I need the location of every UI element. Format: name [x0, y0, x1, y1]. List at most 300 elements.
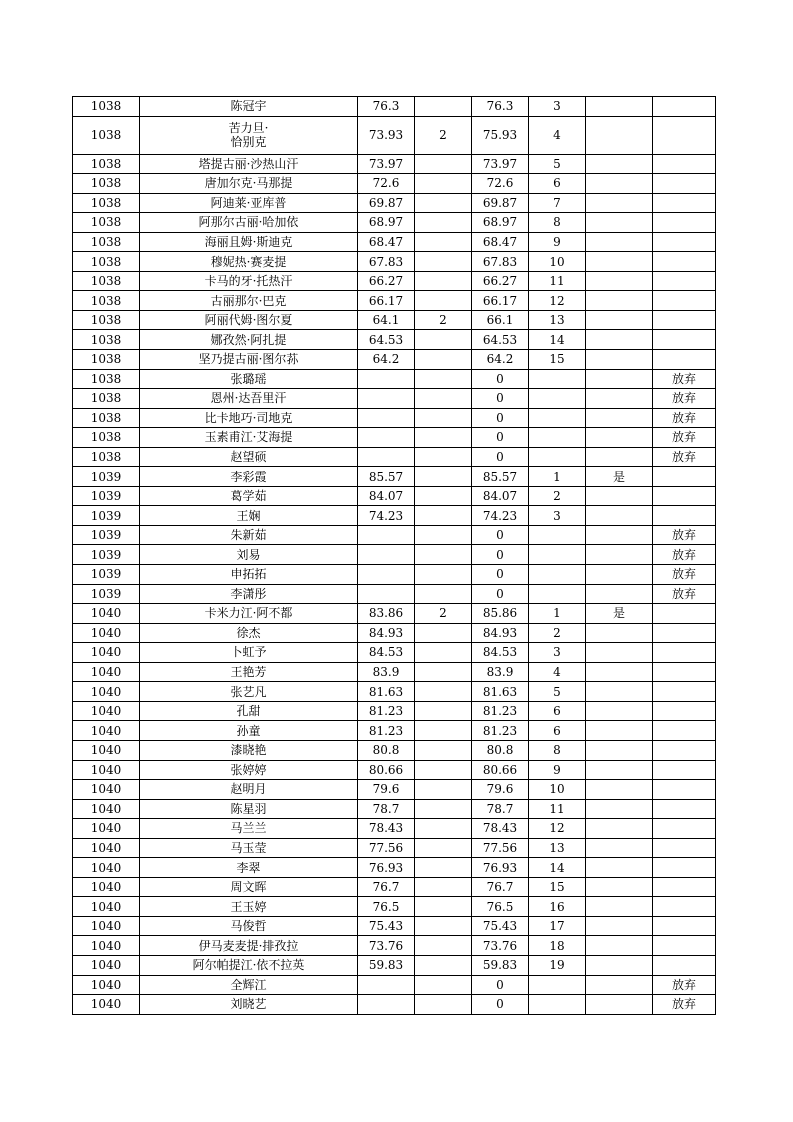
cell-note: 放弃	[653, 389, 716, 409]
cell-note	[653, 858, 716, 878]
cell-rank: 8	[529, 213, 586, 233]
cell-total: 66.27	[472, 271, 529, 291]
cell-pass	[586, 271, 653, 291]
cell-name: 孔甜	[140, 701, 358, 721]
table-row	[73, 819, 716, 839]
cell-rank: 17	[529, 916, 586, 936]
cell-id: 1040	[73, 604, 140, 624]
cell-rank: 18	[529, 936, 586, 956]
cell-rank: 1	[529, 604, 586, 624]
cell-bonus	[415, 154, 472, 174]
cell-rank: 3	[529, 97, 586, 117]
cell-note	[653, 116, 716, 154]
cell-id: 1038	[73, 428, 140, 448]
cell-total: 84.53	[472, 643, 529, 663]
cell-score: 81.23	[358, 721, 415, 741]
table-row	[73, 97, 716, 117]
cell-total: 75.93	[472, 116, 529, 154]
cell-name: 古丽那尔·巴克	[140, 291, 358, 311]
cell-score: 72.6	[358, 174, 415, 194]
cell-note: 放弃	[653, 369, 716, 389]
cell-score: 83.9	[358, 662, 415, 682]
cell-bonus	[415, 858, 472, 878]
cell-bonus	[415, 584, 472, 604]
table-row	[73, 604, 716, 624]
cell-note	[653, 486, 716, 506]
cell-pass	[586, 662, 653, 682]
cell-name: 王娴	[140, 506, 358, 526]
cell-name: 张艺凡	[140, 682, 358, 702]
cell-name: 马俊哲	[140, 916, 358, 936]
cell-score: 78.7	[358, 799, 415, 819]
table-row	[73, 232, 716, 252]
cell-score: 73.93	[358, 116, 415, 154]
cell-rank: 5	[529, 154, 586, 174]
table-row	[73, 116, 716, 154]
cell-rank	[529, 389, 586, 409]
table-row	[73, 330, 716, 350]
cell-rank: 7	[529, 193, 586, 213]
cell-id: 1040	[73, 916, 140, 936]
cell-note	[653, 897, 716, 917]
cell-pass	[586, 623, 653, 643]
cell-id: 1038	[73, 389, 140, 409]
cell-bonus	[415, 819, 472, 839]
cell-id: 1038	[73, 232, 140, 252]
cell-pass	[586, 877, 653, 897]
cell-total: 76.5	[472, 897, 529, 917]
cell-score: 66.27	[358, 271, 415, 291]
cell-bonus	[415, 623, 472, 643]
cell-name: 阿尔帕提江·依不拉英	[140, 955, 358, 975]
cell-id: 1038	[73, 213, 140, 233]
table-row	[73, 955, 716, 975]
cell-score	[358, 995, 415, 1015]
cell-note	[653, 936, 716, 956]
cell-pass	[586, 389, 653, 409]
cell-total: 75.43	[472, 916, 529, 936]
cell-id: 1038	[73, 447, 140, 467]
cell-rank: 10	[529, 780, 586, 800]
cell-bonus	[415, 447, 472, 467]
cell-total: 0	[472, 369, 529, 389]
cell-total: 84.07	[472, 486, 529, 506]
cell-total: 66.17	[472, 291, 529, 311]
cell-bonus	[415, 838, 472, 858]
cell-id: 1038	[73, 252, 140, 272]
cell-pass	[586, 116, 653, 154]
cell-rank	[529, 545, 586, 565]
cell-name: 赵望硕	[140, 447, 358, 467]
cell-score: 76.7	[358, 877, 415, 897]
cell-total: 68.47	[472, 232, 529, 252]
cell-pass	[586, 506, 653, 526]
cell-score: 75.43	[358, 916, 415, 936]
cell-name: 王玉婷	[140, 897, 358, 917]
cell-score: 64.2	[358, 350, 415, 370]
cell-pass	[586, 838, 653, 858]
cell-note	[653, 467, 716, 487]
cell-id: 1039	[73, 525, 140, 545]
cell-name: 伊马麦麦提·排孜拉	[140, 936, 358, 956]
cell-name: 陈冠宇	[140, 97, 358, 117]
table-row	[73, 623, 716, 643]
cell-rank: 19	[529, 955, 586, 975]
cell-name: 刘晓艺	[140, 995, 358, 1015]
cell-note: 放弃	[653, 525, 716, 545]
cell-total: 69.87	[472, 193, 529, 213]
table-row	[73, 877, 716, 897]
cell-pass	[586, 330, 653, 350]
cell-id: 1040	[73, 936, 140, 956]
cell-score: 78.43	[358, 819, 415, 839]
cell-id: 1040	[73, 643, 140, 663]
cell-score: 77.56	[358, 838, 415, 858]
table-row	[73, 369, 716, 389]
cell-name: 陈星羽	[140, 799, 358, 819]
cell-bonus	[415, 643, 472, 663]
table-row	[73, 486, 716, 506]
table-row	[73, 643, 716, 663]
cell-note	[653, 350, 716, 370]
cell-score: 80.66	[358, 760, 415, 780]
cell-bonus	[415, 995, 472, 1015]
cell-note: 放弃	[653, 584, 716, 604]
cell-rank	[529, 975, 586, 995]
cell-pass	[586, 955, 653, 975]
cell-rank	[529, 995, 586, 1015]
cell-score	[358, 584, 415, 604]
cell-pass	[586, 97, 653, 117]
cell-bonus	[415, 936, 472, 956]
cell-pass	[586, 916, 653, 936]
cell-pass	[586, 643, 653, 663]
cell-pass	[586, 975, 653, 995]
cell-id: 1040	[73, 995, 140, 1015]
cell-total: 83.9	[472, 662, 529, 682]
cell-pass: 是	[586, 467, 653, 487]
cell-pass	[586, 780, 653, 800]
table-row	[73, 174, 716, 194]
cell-score	[358, 565, 415, 585]
cell-rank: 8	[529, 740, 586, 760]
cell-note	[653, 877, 716, 897]
cell-name: 葛学茹	[140, 486, 358, 506]
cell-name: 徐杰	[140, 623, 358, 643]
cell-pass	[586, 428, 653, 448]
cell-total: 0	[472, 975, 529, 995]
cell-score: 64.53	[358, 330, 415, 350]
cell-id: 1038	[73, 408, 140, 428]
table-row	[73, 408, 716, 428]
cell-id: 1039	[73, 467, 140, 487]
cell-pass	[586, 447, 653, 467]
cell-note: 放弃	[653, 447, 716, 467]
table-row	[73, 916, 716, 936]
cell-name: 李潇彤	[140, 584, 358, 604]
cell-score: 79.6	[358, 780, 415, 800]
cell-name: 张婷婷	[140, 760, 358, 780]
cell-bonus: 2	[415, 116, 472, 154]
cell-bonus	[415, 955, 472, 975]
cell-rank	[529, 584, 586, 604]
cell-pass	[586, 525, 653, 545]
table-row	[73, 858, 716, 878]
cell-rank: 11	[529, 271, 586, 291]
cell-score: 67.83	[358, 252, 415, 272]
cell-note	[653, 291, 716, 311]
table-row	[73, 428, 716, 448]
cell-rank: 3	[529, 506, 586, 526]
cell-rank: 6	[529, 174, 586, 194]
cell-note	[653, 721, 716, 741]
cell-total: 0	[472, 447, 529, 467]
cell-bonus	[415, 701, 472, 721]
cell-id: 1040	[73, 897, 140, 917]
cell-pass	[586, 858, 653, 878]
cell-total: 80.8	[472, 740, 529, 760]
cell-bonus	[415, 350, 472, 370]
cell-total: 81.23	[472, 721, 529, 741]
cell-id: 1040	[73, 682, 140, 702]
table-row	[73, 154, 716, 174]
cell-note	[653, 310, 716, 330]
cell-name: 张璐瑶	[140, 369, 358, 389]
cell-total: 81.63	[472, 682, 529, 702]
cell-rank	[529, 369, 586, 389]
cell-bonus	[415, 252, 472, 272]
table-row	[73, 682, 716, 702]
cell-total: 79.6	[472, 780, 529, 800]
cell-total: 85.86	[472, 604, 529, 624]
cell-bonus	[415, 506, 472, 526]
cell-rank: 1	[529, 467, 586, 487]
cell-id: 1038	[73, 193, 140, 213]
cell-note: 放弃	[653, 428, 716, 448]
cell-bonus	[415, 369, 472, 389]
cell-note	[653, 232, 716, 252]
cell-score: 59.83	[358, 955, 415, 975]
cell-total: 85.57	[472, 467, 529, 487]
cell-rank: 16	[529, 897, 586, 917]
cell-bonus	[415, 525, 472, 545]
cell-note: 放弃	[653, 995, 716, 1015]
table-row	[73, 701, 716, 721]
cell-total: 0	[472, 525, 529, 545]
cell-name: 申拓拓	[140, 565, 358, 585]
cell-score: 81.63	[358, 682, 415, 702]
cell-score	[358, 389, 415, 409]
cell-note	[653, 760, 716, 780]
cell-score	[358, 408, 415, 428]
cell-note	[653, 740, 716, 760]
cell-score	[358, 525, 415, 545]
cell-note	[653, 97, 716, 117]
table-row	[73, 506, 716, 526]
cell-id: 1040	[73, 877, 140, 897]
cell-id: 1040	[73, 701, 140, 721]
cell-score: 76.93	[358, 858, 415, 878]
cell-name: 唐加尔克·马那提	[140, 174, 358, 194]
cell-pass	[586, 154, 653, 174]
score-table	[72, 96, 716, 1015]
cell-id: 1040	[73, 623, 140, 643]
table-row	[73, 897, 716, 917]
cell-score: 81.23	[358, 701, 415, 721]
cell-score	[358, 369, 415, 389]
cell-note	[653, 643, 716, 663]
cell-id: 1038	[73, 154, 140, 174]
cell-bonus	[415, 721, 472, 741]
cell-id: 1039	[73, 565, 140, 585]
table-row	[73, 584, 716, 604]
cell-bonus: 2	[415, 310, 472, 330]
cell-score: 80.8	[358, 740, 415, 760]
cell-total: 0	[472, 428, 529, 448]
cell-score: 76.5	[358, 897, 415, 917]
cell-score	[358, 545, 415, 565]
cell-pass	[586, 740, 653, 760]
table-row	[73, 662, 716, 682]
cell-rank	[529, 525, 586, 545]
cell-id: 1040	[73, 780, 140, 800]
cell-total: 0	[472, 545, 529, 565]
cell-bonus	[415, 916, 472, 936]
cell-pass: 是	[586, 604, 653, 624]
cell-score: 66.17	[358, 291, 415, 311]
cell-rank: 11	[529, 799, 586, 819]
cell-total: 0	[472, 565, 529, 585]
cell-rank	[529, 428, 586, 448]
cell-rank: 6	[529, 701, 586, 721]
cell-note: 放弃	[653, 545, 716, 565]
cell-total: 64.2	[472, 350, 529, 370]
cell-id: 1040	[73, 721, 140, 741]
cell-bonus	[415, 486, 472, 506]
cell-bonus: 2	[415, 604, 472, 624]
cell-bonus	[415, 330, 472, 350]
cell-id: 1038	[73, 97, 140, 117]
cell-name: 周文晖	[140, 877, 358, 897]
cell-total: 0	[472, 995, 529, 1015]
cell-total: 67.83	[472, 252, 529, 272]
cell-total: 78.7	[472, 799, 529, 819]
cell-bonus	[415, 291, 472, 311]
cell-name: 阿丽代姆·图尔夏	[140, 310, 358, 330]
cell-id: 1040	[73, 955, 140, 975]
table-row	[73, 252, 716, 272]
cell-note	[653, 506, 716, 526]
cell-rank: 13	[529, 310, 586, 330]
cell-note	[653, 799, 716, 819]
cell-id: 1040	[73, 799, 140, 819]
cell-total: 76.3	[472, 97, 529, 117]
cell-rank: 14	[529, 858, 586, 878]
cell-name: 卡马的牙·托热汗	[140, 271, 358, 291]
cell-pass	[586, 897, 653, 917]
cell-pass	[586, 310, 653, 330]
cell-rank: 13	[529, 838, 586, 858]
cell-id: 1038	[73, 174, 140, 194]
cell-total: 76.93	[472, 858, 529, 878]
table-row	[73, 545, 716, 565]
cell-bonus	[415, 780, 472, 800]
cell-rank: 5	[529, 682, 586, 702]
cell-pass	[586, 193, 653, 213]
cell-total: 72.6	[472, 174, 529, 194]
cell-pass	[586, 174, 653, 194]
cell-name: 阿迪莱·亚库普	[140, 193, 358, 213]
table-row	[73, 721, 716, 741]
cell-name: 比卡地巧·司地克	[140, 408, 358, 428]
cell-bonus	[415, 897, 472, 917]
cell-score	[358, 447, 415, 467]
cell-name: 娜孜然·阿扎提	[140, 330, 358, 350]
cell-bonus	[415, 389, 472, 409]
table-row	[73, 271, 716, 291]
cell-bonus	[415, 174, 472, 194]
cell-note	[653, 662, 716, 682]
cell-rank: 2	[529, 486, 586, 506]
cell-id: 1040	[73, 858, 140, 878]
cell-total: 59.83	[472, 955, 529, 975]
cell-rank: 14	[529, 330, 586, 350]
cell-pass	[586, 760, 653, 780]
cell-id: 1039	[73, 545, 140, 565]
cell-bonus	[415, 799, 472, 819]
cell-rank: 12	[529, 819, 586, 839]
cell-note: 放弃	[653, 408, 716, 428]
cell-pass	[586, 213, 653, 233]
cell-total: 73.97	[472, 154, 529, 174]
table-row	[73, 389, 716, 409]
cell-name: 马兰兰	[140, 819, 358, 839]
cell-rank: 4	[529, 662, 586, 682]
cell-bonus	[415, 760, 472, 780]
cell-pass	[586, 819, 653, 839]
cell-note	[653, 174, 716, 194]
cell-name: 穆妮热·赛麦提	[140, 252, 358, 272]
cell-pass	[586, 565, 653, 585]
cell-bonus	[415, 213, 472, 233]
cell-name: 李彩霞	[140, 467, 358, 487]
cell-total: 80.66	[472, 760, 529, 780]
cell-bonus	[415, 662, 472, 682]
cell-rank: 15	[529, 877, 586, 897]
cell-id: 1039	[73, 506, 140, 526]
cell-bonus	[415, 975, 472, 995]
cell-name: 全辉江	[140, 975, 358, 995]
cell-total: 0	[472, 584, 529, 604]
cell-note	[653, 154, 716, 174]
table-row	[73, 780, 716, 800]
cell-score	[358, 428, 415, 448]
cell-id: 1038	[73, 330, 140, 350]
cell-rank: 10	[529, 252, 586, 272]
cell-id: 1040	[73, 838, 140, 858]
cell-name: 塔提古丽·沙热山汗	[140, 154, 358, 174]
cell-note	[653, 193, 716, 213]
table-body	[73, 97, 716, 1015]
cell-total: 0	[472, 408, 529, 428]
table-row	[73, 213, 716, 233]
table-row	[73, 467, 716, 487]
cell-pass	[586, 545, 653, 565]
cell-pass	[586, 369, 653, 389]
cell-rank: 9	[529, 232, 586, 252]
cell-score: 83.86	[358, 604, 415, 624]
cell-total: 78.43	[472, 819, 529, 839]
